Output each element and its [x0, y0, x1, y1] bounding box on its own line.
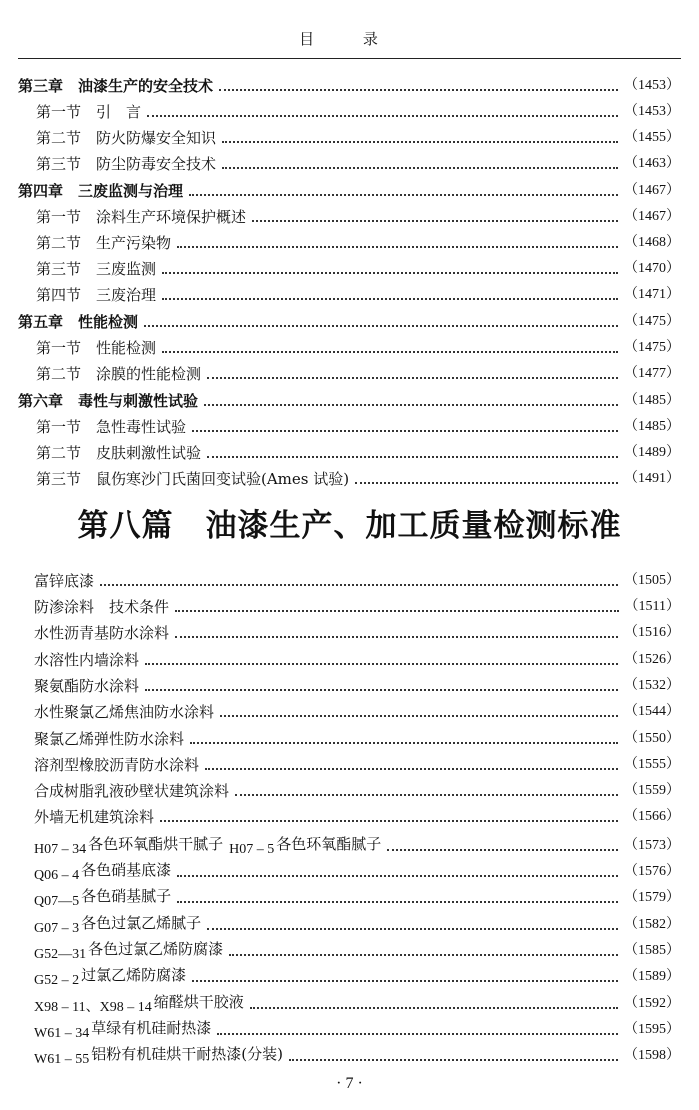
toc-entry-chapter[interactable] [0, 385, 699, 411]
toc-entry-label-group [34, 1044, 283, 1066]
toc-entry-label: 各色过氯乙烯防腐漆 [88, 940, 224, 958]
leader-dots [235, 794, 618, 796]
toc-entry-page: （1470） [624, 261, 680, 276]
leader-dots [387, 849, 618, 851]
toc-entry-page: （1463） [624, 156, 680, 171]
toc-entry-label: 聚氯乙烯弹性防水涂料 [34, 730, 185, 748]
leader-dots [229, 954, 618, 956]
toc-entry-coded[interactable] [0, 1040, 699, 1066]
leader-dots [177, 875, 618, 877]
toc-entry-standard[interactable] [0, 617, 699, 643]
toc-entry-page: （1467） [624, 183, 680, 198]
leader-dots [100, 584, 618, 586]
product-code: W61 – 55 [34, 1052, 90, 1067]
toc-entry-page: （1505） [624, 573, 680, 588]
toc-entry-label: 各色硝基腻子 [81, 887, 172, 905]
toc-entry-label: 缩醛烘干胶液 [153, 993, 244, 1011]
toc-entry-page: （1589） [624, 969, 680, 984]
toc-entry-coded[interactable] [0, 882, 699, 908]
toc-entry-label: 第五章 性能检测 [18, 313, 139, 331]
toc-entry-coded[interactable] [0, 909, 699, 935]
toc-entry-page: （1471） [624, 287, 680, 302]
toc-entry-page: （1526） [624, 652, 680, 667]
toc-entry-chapter[interactable] [0, 306, 699, 332]
toc-entry-label: 富锌底漆 [34, 572, 95, 590]
toc-entry-coded[interactable] [0, 961, 699, 987]
toc-entry-page: （1489） [624, 445, 680, 460]
toc-entry-label: 第二节 皮肤刺激性试验 [36, 444, 202, 462]
leader-dots [162, 272, 618, 274]
toc-entry-label: 溶剂型橡胶沥青防水涂料 [34, 756, 200, 774]
toc-entry-page: （1579） [624, 890, 680, 905]
toc-entry-label: 草绿有机硅耐热漆 [91, 1019, 212, 1037]
leader-dots [145, 689, 618, 691]
part-title: 第八篇 油漆生产、加工质量检测标准 [77, 508, 622, 544]
toc-entry-section[interactable] [0, 463, 699, 489]
toc-entry-page: （1532） [624, 678, 680, 693]
toc-entry-coded[interactable] [0, 988, 699, 1014]
toc-entry-label: 第六章 毒性与刺激性试验 [18, 392, 199, 410]
toc-entry-page: （1453） [624, 78, 680, 93]
toc-entry-label-group [34, 886, 171, 908]
leader-dots [162, 351, 618, 353]
leader-dots [220, 715, 618, 717]
toc-entry-label: 各色硝基底漆 [81, 861, 172, 879]
toc-entry-label: 第四节 三废治理 [36, 286, 157, 304]
toc-entry-label-group [34, 860, 171, 882]
product-code: G52—31 [34, 947, 87, 962]
toc-entry-standard[interactable] [0, 565, 699, 591]
toc-entry-label: 各色环氧酯烘干腻子 [88, 835, 224, 853]
leader-dots [177, 901, 618, 903]
toc-entry-standard[interactable] [0, 749, 699, 775]
toc-entry-page: （1559） [624, 783, 680, 798]
leader-dots [207, 456, 618, 458]
toc-entry-label: 第三节 鼠伤寒沙门氏菌回变试验(Ames 试验) [36, 470, 350, 488]
toc-entry-label: 水溶性内墙涂料 [34, 651, 140, 669]
toc-entry-label: 第二节 生产污染物 [36, 234, 172, 252]
product-code: Q06 – 4 [34, 868, 80, 883]
leader-dots [222, 167, 618, 169]
toc-entry-standard[interactable] [0, 591, 699, 617]
toc-entry-page: （1555） [624, 757, 680, 772]
leader-dots [217, 1033, 618, 1035]
toc-entry-label: 水性沥青基防水涂料 [34, 624, 170, 642]
leader-dots [222, 141, 618, 143]
leader-dots [175, 610, 619, 612]
product-code: H07 – 34 [34, 842, 87, 857]
toc-entry-page: （1485） [624, 393, 680, 408]
leader-dots [190, 742, 618, 744]
toc-entry-label: 水性聚氯乙烯焦油防水涂料 [34, 703, 215, 721]
toc-entry-coded[interactable] [0, 856, 699, 882]
toc-entry-label: 第一节 急性毒性试验 [36, 418, 187, 436]
product-code: W61 – 34 [34, 1026, 90, 1041]
leader-dots [175, 636, 618, 638]
leader-dots [160, 820, 618, 822]
toc-entry-label: 第三节 三废监测 [36, 260, 157, 278]
toc-entry-label: 第四章 三废监测与治理 [18, 182, 184, 200]
toc-entry-page: （1566） [624, 809, 680, 824]
toc-entry-section[interactable] [0, 358, 699, 384]
leader-dots [219, 89, 618, 91]
toc-entry-label-group [34, 939, 223, 961]
toc-entry-page: （1491） [624, 471, 680, 486]
toc-entry-label: 第一节 引 言 [36, 103, 142, 121]
leader-dots [205, 768, 618, 770]
product-code: G07 – 3 [34, 921, 80, 936]
toc-entry-page: （1485） [624, 419, 680, 434]
toc-entry-standard[interactable] [0, 644, 699, 670]
toc-entry-section[interactable] [0, 122, 699, 148]
toc-entry-label: 聚氨酯防水涂料 [34, 677, 140, 695]
toc-entry-page: （1582） [624, 917, 680, 932]
toc-entry-page: （1477） [624, 366, 680, 381]
toc-entry-page: （1455） [624, 130, 680, 145]
toc-entry-standard[interactable] [0, 723, 699, 749]
leader-dots [204, 404, 618, 406]
leader-dots [355, 482, 618, 484]
toc-entry-page: （1475） [624, 314, 680, 329]
leader-dots [207, 928, 618, 930]
toc-entry-label-group [34, 834, 381, 856]
toc-entry-page: （1550） [624, 731, 680, 746]
leader-dots [250, 1007, 618, 1009]
toc-entry-section[interactable] [0, 411, 699, 437]
toc-entry-section[interactable] [0, 227, 699, 253]
toc-entry-page: （1475） [624, 340, 680, 355]
toc-entry-label: 第二节 防火防爆安全知识 [36, 129, 217, 147]
leader-dots [145, 663, 618, 665]
toc-entry-section[interactable] [0, 148, 699, 174]
toc-entry-standard[interactable] [0, 670, 699, 696]
toc-entry-page: （1516） [624, 625, 680, 640]
toc-entry-label-secondary: 各色环氧酯腻子 [276, 835, 382, 853]
toc-entry-label: 第二节 涂膜的性能检测 [36, 365, 202, 383]
toc-entry-standard[interactable] [0, 775, 699, 801]
toc-entry-page: （1453） [624, 104, 680, 119]
toc-entry-section[interactable] [0, 201, 699, 227]
page-number: · 7 · [336, 1075, 363, 1092]
toc-entry-label: 第一节 性能检测 [36, 339, 157, 357]
header-rule [18, 58, 681, 59]
leader-dots [207, 377, 618, 379]
toc-entry-chapter[interactable] [0, 70, 699, 96]
product-code: X98 – 11、X98 – 14 [34, 1000, 152, 1015]
toc-entry-standard[interactable] [0, 696, 699, 722]
toc-entry-page: （1544） [624, 704, 680, 719]
toc-entry-page: （1468） [624, 235, 680, 250]
toc-entry-label: 第三节 防尘防毒安全技术 [36, 155, 217, 173]
toc-entry-label: 合成树脂乳液砂壁状建筑涂料 [34, 782, 230, 800]
toc-entry-page: （1585） [624, 943, 680, 958]
toc-entry-section[interactable] [0, 437, 699, 463]
toc-entry-label: 过氯乙烯防腐漆 [81, 966, 187, 984]
toc-entry-label: 第一节 涂料生产环境保护概述 [36, 208, 247, 226]
toc-entry-label-group [34, 1018, 211, 1040]
toc-entry-label: 铝粉有机硅烘干耐热漆(分装) [91, 1045, 283, 1063]
toc-entry-page: （1592） [624, 996, 680, 1011]
product-code-secondary: H07 – 5 [229, 842, 275, 857]
toc-entry-label: 各色过氯乙烯腻子 [81, 914, 202, 932]
toc-entry-page: （1573） [624, 838, 680, 853]
toc-entry-label: 外墙无机建筑涂料 [34, 808, 155, 826]
toc-entry-label-group [34, 965, 186, 987]
leader-dots [162, 298, 618, 300]
toc-entry-label-group [34, 992, 244, 1014]
toc-entry-section[interactable] [0, 96, 699, 122]
toc-entry-section[interactable] [0, 253, 699, 279]
toc-entry-chapter[interactable] [0, 175, 699, 201]
leader-dots [289, 1059, 618, 1061]
toc-entry-page: （1598） [624, 1048, 680, 1063]
toc-entry-coded[interactable] [0, 1014, 699, 1040]
toc-entry-standard[interactable] [0, 801, 699, 827]
product-code: G52 – 2 [34, 973, 80, 988]
leader-dots [192, 980, 618, 982]
product-code: Q07—5 [34, 894, 80, 909]
toc-entry-label: 防渗涂料 技术条件 [34, 598, 170, 616]
toc-entry-label: 第三章 油漆生产的安全技术 [18, 77, 214, 95]
toc-entry-section[interactable] [0, 279, 699, 305]
page-header: 目 录 [299, 30, 400, 48]
toc-entry-label-group [34, 913, 201, 935]
toc-entry-coded[interactable] [0, 830, 699, 856]
toc-entry-page: （1595） [624, 1022, 680, 1037]
leader-dots [252, 220, 618, 222]
leader-dots [192, 430, 618, 432]
toc-entry-coded[interactable] [0, 935, 699, 961]
leader-dots [189, 194, 618, 196]
toc-entry-section[interactable] [0, 332, 699, 358]
toc-entry-page: （1511） [624, 599, 680, 614]
leader-dots [177, 246, 618, 248]
toc-entry-page: （1467） [624, 209, 680, 224]
toc-entry-page: （1576） [624, 864, 680, 879]
leader-dots [147, 115, 618, 117]
leader-dots [144, 325, 618, 327]
